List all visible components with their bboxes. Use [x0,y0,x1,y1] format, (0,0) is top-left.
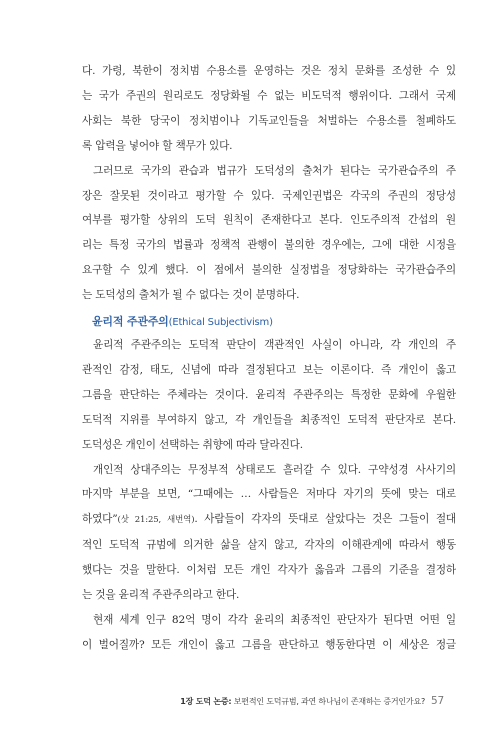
text-line: 마지막 부분을 보면, “그때에는 … 사람들은 저마다 자기의 뜻에 맞는 대로 [82,488,456,501]
quote-end: 하였다” [82,513,118,526]
quote-rest: . 사람들이 각자의 뜻대로 살았다는 것은 그들이 절대 [194,513,456,526]
body-text-top [82,59,456,308]
text-line: 현재 세계 인구 82억 명이 각각 윤리의 최종적인 판단자가 된다면 어떤 일 [93,613,456,626]
text-line: 관적인 감정, 태도, 신념에 따라 결정된다고 보는 이론이다. 즉 개인이 옳고 [82,363,456,376]
text-line: 여부를 평가할 상위의 도덕 원칙이 존재한다고 본다. 인도주의적 간섭의 원 [82,214,456,227]
footer-chapter: 1장 도덕 논증: [180,697,232,706]
paragraph [82,159,456,308]
text-line-with-citation [82,507,456,533]
text-line: 는 것을 윤리적 주관주의라고 한다. [82,589,240,602]
text-line: 다. 가령, 북한이 정치범 수용소를 운영하는 것은 정치 문화를 조성한 수 있 [82,65,456,77]
text-line: 도덕성은 개인이 선택하는 취향에 따라 달라진다. [82,438,303,451]
text-line: 도덕적 지위를 부여하지 않고, 각 개인들을 최종적인 도덕적 판단자로 본다. [82,413,456,426]
text-line: 이 벌어질까? 모든 개인이 옳고 그름을 판단하고 행동한다면 이 세상은 정글 [82,638,456,651]
page-number: 57 [431,695,444,707]
text-line: 사회는 북한 당국이 정치범이나 기독교인들을 처벌하는 수용소를 철폐하도 [82,114,456,127]
text-line: 그름을 판단하는 주체라는 것이다. 윤리적 주관주의는 특정한 문화에 우월한 [82,388,456,401]
footer-title: 보편적인 도덕규범, 과연 하나님이 존재하는 증거인가요? [231,697,426,706]
paragraph [82,458,456,608]
text-line: 개인적 상대주의는 무정부적 상태로도 흘러갈 수 있다. 구약성경 사사기의 [93,463,456,476]
section-heading [92,313,273,329]
text-line: 요구할 수 있게 했다. 이 점에서 불의한 실정법을 정당화하는 국가관습주의 [82,264,456,277]
paragraph [82,608,456,658]
text-line: 리는 특정 국가의 법률과 정책적 관행이 불의한 경우에는, 그에 대한 시정을 [82,239,456,252]
text-line: 그러므로 국가의 관습과 법규가 도덕성의 출처가 된다는 국가관습주의 주 [93,164,456,177]
text-line: 했다는 것을 말한다. 이처럼 모든 개인 각자가 옳음과 그름의 기준을 결정하 [82,564,456,577]
text-line: 윤리적 주관주의는 도덕적 판단이 객관적인 사실이 아니라, 각 개인의 주 [93,339,456,351]
body-text-bottom [82,333,456,658]
text-line: 는 국가 주권의 원리로도 정당화될 수 없는 비도덕적 행위이다. 그래서 국제 [82,89,456,102]
text-line: 적인 도덕적 규범에 의거한 삶을 살지 않고, 각자의 이해관계에 따라서 행동 [82,539,456,552]
text-line: 록 압력을 넣어야 할 책무가 있다. [82,139,233,152]
paragraph [82,333,456,458]
text-line: 는 도덕성의 출처가 될 수 없다는 것이 분명하다. [82,289,300,302]
section-heading-title: 윤리적 주관주의 [92,315,169,328]
text-line: 장은 잘못된 것이라고 평가할 수 있다. 국제인권법은 각국의 주권의 정당성 [82,189,456,202]
paragraph [82,59,456,159]
bible-citation: (삿 21:25, 새번역) [117,515,195,526]
section-heading-english: (Ethical Subjectivism) [168,317,273,328]
running-footer [180,695,444,707]
